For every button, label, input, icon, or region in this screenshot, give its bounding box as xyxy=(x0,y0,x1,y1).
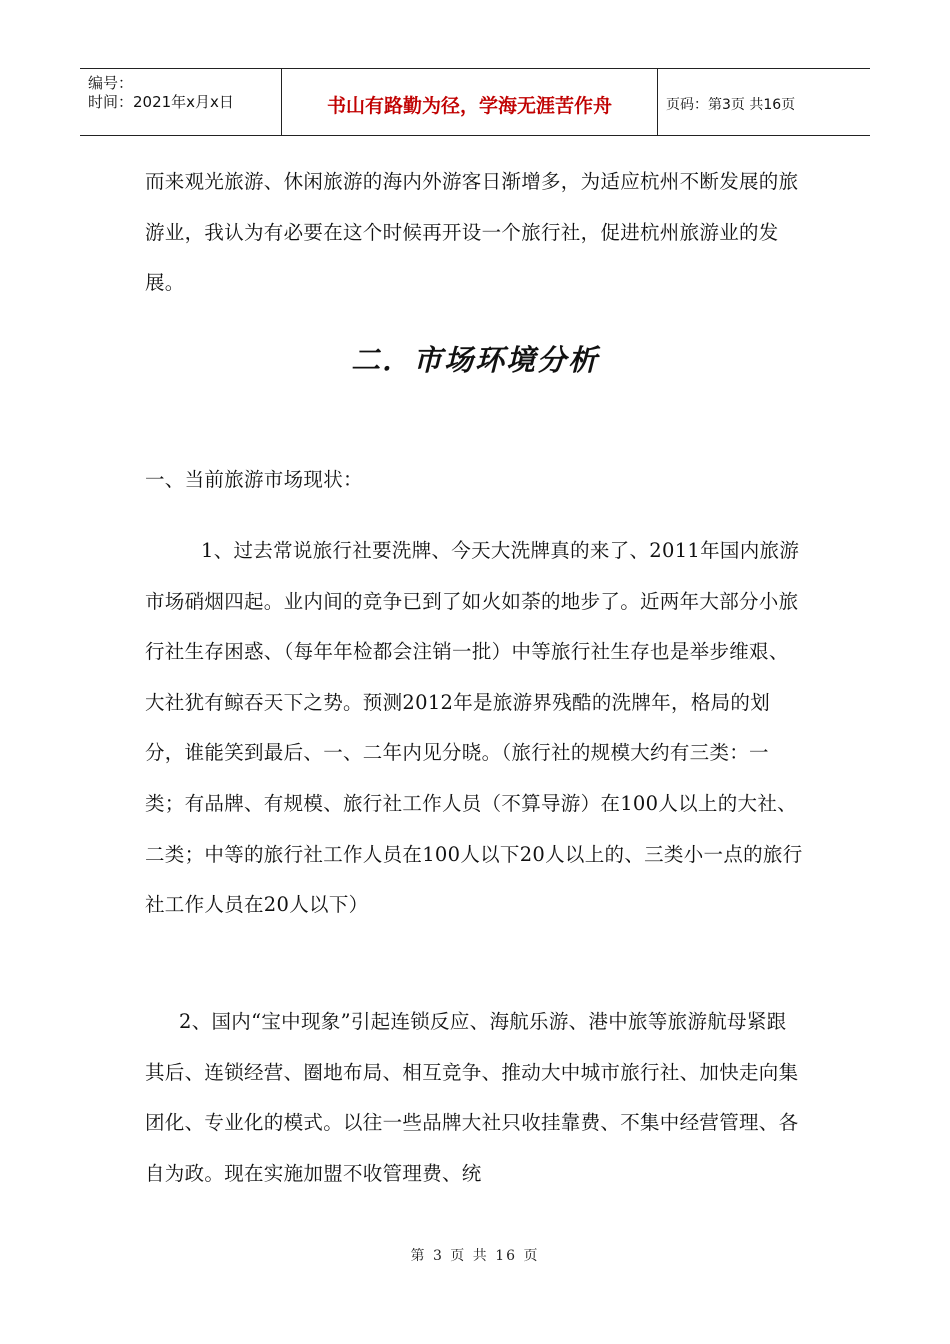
header-page-info: 页码：第3页 共16页 xyxy=(666,97,796,113)
document-date-label: 时间：2021年x月x日 xyxy=(88,93,234,111)
header-right-cell xyxy=(658,69,870,135)
continued-paragraph: 而来观光旅游、休闲旅游的海内外游客日渐增多，为适应杭州不断发展的旅游业，我认为有必要在这个时候再开设一个旅行社，促进杭州旅游业的发展。 xyxy=(145,170,799,295)
document-number-label: 编号： xyxy=(88,74,134,92)
header-motto: 书山有路勤为径，学海无涯苦作舟 xyxy=(326,95,612,117)
paragraph-2: 2、国内“宝中现象”引起连锁反应、海航乐游、港中旅等旅游航母紧跟其后、连锁经营、圈地布局、相互竞争、推动大中城市旅行社、加快走向集团化、专业化的模式。以往一些品牌大社只收挂靠费、不集中经营管理、各自为政。现在实施加盟不收管理费、统 xyxy=(145,1010,799,1185)
page-header xyxy=(80,68,870,136)
subsection-heading: 一、当前旅游市场现状： xyxy=(145,468,363,491)
subsection-heading-block xyxy=(145,455,805,506)
continued-paragraph-block xyxy=(145,157,805,309)
paragraph-1-block xyxy=(145,526,805,931)
paragraph-2-block xyxy=(145,997,805,1199)
page-footer: 第 3 页 共 16 页 xyxy=(410,1248,540,1264)
header-middle-cell xyxy=(282,69,658,135)
paragraph-1: 1、过去常说旅行社要洗牌、今天大洗牌真的来了、2011年国内旅游市场硝烟四起。业内间的竞争已到了如火如荼的地步了。近两年大部分小旅行社生存困惑、（每年年检都会注销一批）中等旅行社生存也是举步维艰、大社犹有鲸吞天下之势。预测2012年是旅游界残酷的洗牌年，格局的划分，谁能笑到最后、一、二年内见分晓。（旅行社的规模大约有三类：一类；有品牌、有规模、旅行社工作人员（不算导游）在100人以上的大社、二类；中等的旅行社工作人员在100人以下20人以上的、三类小一点的旅行社工作人员在20人以下） xyxy=(145,539,803,917)
header-left-cell xyxy=(80,69,282,135)
section-title: 二．市场环境分析 xyxy=(350,343,599,377)
